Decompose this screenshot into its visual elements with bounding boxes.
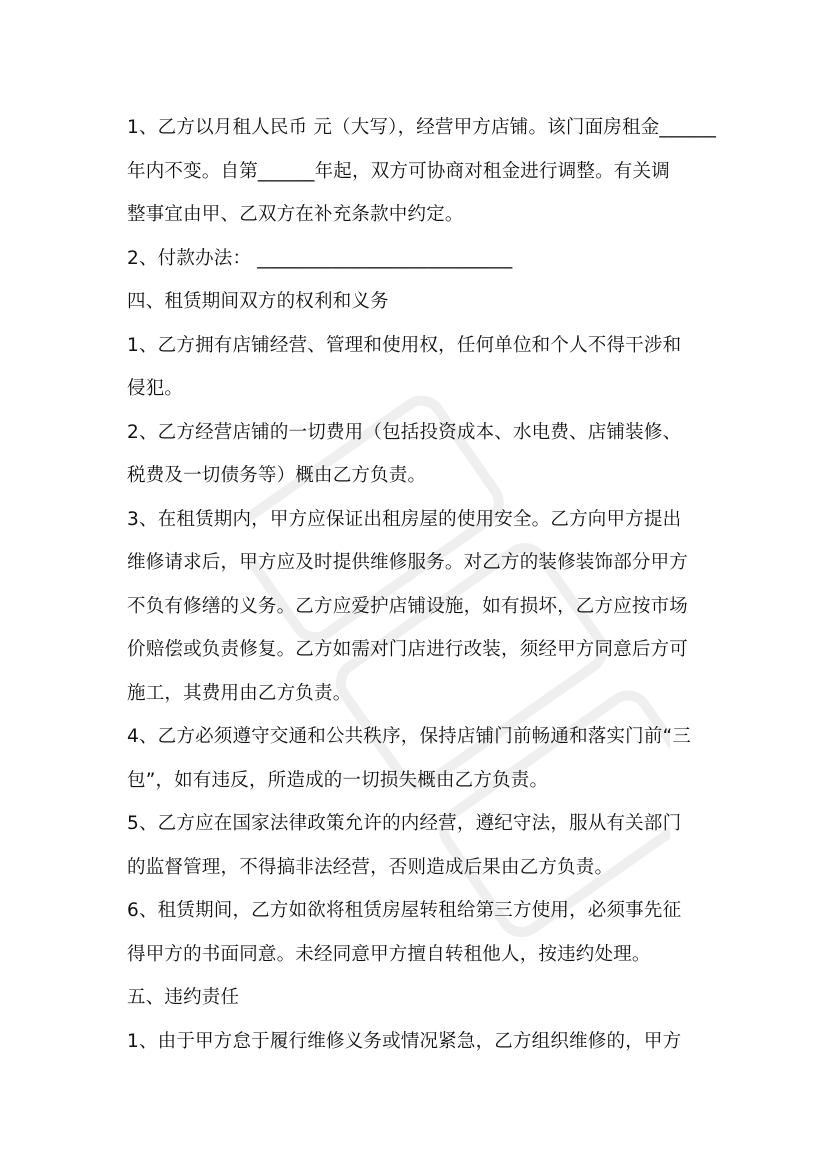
paragraph-line: 侵犯。 bbox=[127, 378, 184, 399]
paragraph-line: 2、付款办法： ___________________________ bbox=[127, 247, 513, 269]
paragraph-line: 整事宜由甲、乙双方在补充条款中约定。 bbox=[127, 204, 464, 225]
section-heading: 五、违约责任 bbox=[127, 987, 240, 1008]
section-heading: 四、租赁期间双方的权利和义务 bbox=[127, 291, 389, 312]
paragraph-line: 不负有修缮的义务。乙方应爱护店铺设施，如有损坏，乙方应按市场 bbox=[127, 595, 689, 617]
paragraph-line: 得甲方的书面同意。未经同意甲方擅自转租他人，按违约处理。 bbox=[127, 943, 651, 965]
paragraph-line: 6、租赁期间，乙方如欲将租赁房屋转租给第三方使用，必须事先征 bbox=[127, 900, 682, 921]
paragraph-line: 1、由于甲方怠于履行维修义务或情况紧急，乙方组织维修的，甲方 bbox=[127, 1030, 682, 1052]
paragraph-line: 3、在租赁期内，甲方应保证出租房屋的使用安全。乙方向甲方提出 bbox=[127, 508, 682, 530]
paragraph-line: 1、乙方拥有店铺经营、管理和使用权，任何单位和个人不得干涉和 bbox=[127, 334, 682, 356]
paragraph-line: 包”，如有违反，所造成的一切损失概由乙方负责。 bbox=[127, 769, 549, 791]
paragraph-line: 施工，其费用由乙方负责。 bbox=[127, 682, 352, 704]
paragraph-line: 4、乙方必须遵守交通和公共秩序，保持店铺门前畅通和落实门前“三 bbox=[127, 726, 692, 747]
paragraph-line: 2、乙方经营店铺的一切费用（包括投资成本、水电费、店铺装修、 bbox=[127, 421, 682, 443]
paragraph-line: 1、乙方以月租人民币 元（大写），经营甲方店铺。该门面房租金______ bbox=[127, 117, 717, 138]
paragraph-line: 维修请求后，甲方应及时提供维修服务。对乙方的装修装饰部分甲方 bbox=[127, 552, 689, 573]
document-body bbox=[127, 106, 717, 1063]
paragraph-line: 价赔偿或负责修复。乙方如需对门店进行改装，须经甲方同意后方可 bbox=[127, 639, 689, 660]
paragraph-line: 年内不变。自第______年起，双方可协商对租金进行调整。有关调 bbox=[127, 160, 670, 182]
paragraph-line: 5、乙方应在国家法律政策允许的内经营，遵纪守法，服从有关部门 bbox=[127, 813, 682, 834]
paragraph-line: 税费及一切债务等）概由乙方负责。 bbox=[127, 465, 427, 486]
paragraph-line: 的监督管理，不得搞非法经营，否则造成后果由乙方负责。 bbox=[127, 856, 614, 878]
